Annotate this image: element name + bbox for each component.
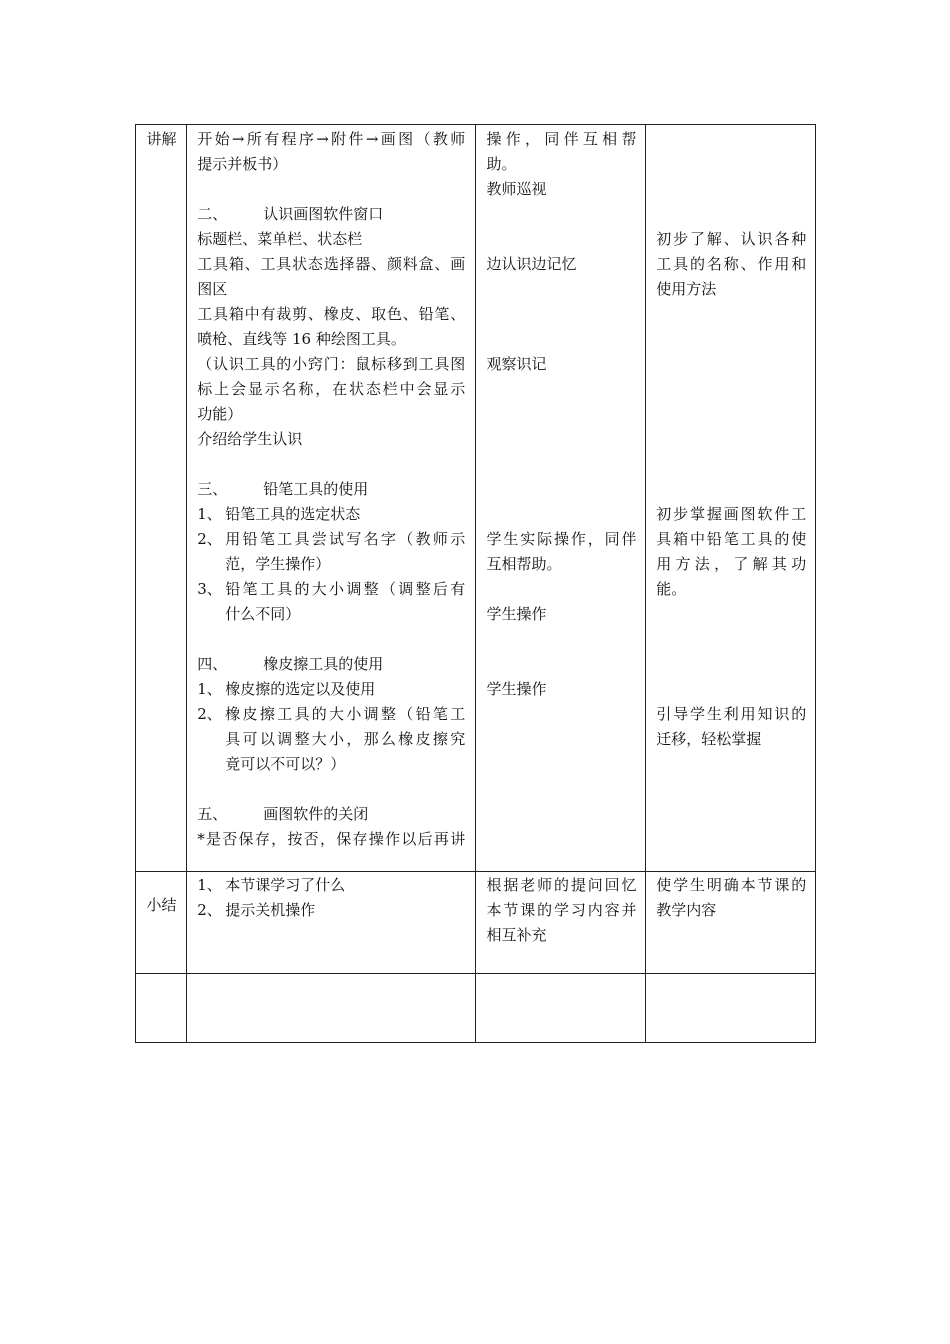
content-line: （认识工具的小窍门：鼠标移到工具图: [197, 355, 466, 373]
design-intent-cell-summary: [646, 872, 816, 974]
content-line: 标题栏、菜单栏、状态栏: [197, 230, 363, 248]
student-line: 学生实际操作，同伴: [486, 530, 637, 548]
intent-line: 用方法，了解其功: [656, 555, 807, 573]
section-title: 铅笔工具的使用: [263, 480, 369, 498]
list-item: 竟可以不可以？）: [225, 755, 346, 773]
content-line: 功能）: [197, 405, 243, 423]
lesson-plan-table: [135, 124, 816, 1043]
intent-line: 使学生明确本节课的: [656, 876, 807, 894]
empty-cell: [136, 974, 187, 1043]
intent-line: 引导学生利用知识的: [656, 705, 807, 723]
list-item: 范，学生操作）: [225, 555, 331, 573]
list-number: 1、: [197, 505, 222, 523]
list-number: 2、: [197, 530, 222, 548]
student-line: 观察识记: [486, 355, 547, 373]
content-cell-explain: [187, 125, 476, 872]
content-line: 提示并板书）: [197, 155, 288, 173]
student-line: 学生操作: [486, 605, 547, 623]
list-item: 提示关机操作: [225, 901, 316, 919]
list-number: 1、: [197, 680, 222, 698]
student-line: 根据老师的提问回忆: [486, 876, 637, 894]
list-item: 用铅笔工具尝试写名字（教师示: [225, 530, 466, 548]
content-cell-summary: [187, 872, 476, 974]
student-line: 操作，同伴互相帮: [486, 130, 637, 148]
student-line: 边认识边记忆: [486, 255, 577, 273]
student-activity-cell-summary: [476, 872, 646, 974]
table-row-explain: [136, 125, 816, 872]
list-item: 橡皮擦工具的大小调整（铅笔工: [225, 705, 466, 723]
student-line: 教师巡视: [486, 180, 547, 198]
intent-line: 初步了解、认识各种: [656, 230, 807, 248]
list-number: 3、: [197, 580, 222, 598]
intent-line: 使用方法: [656, 280, 717, 298]
empty-cell: [646, 974, 816, 1043]
intent-line: 教学内容: [656, 901, 717, 919]
intent-line: 初步掌握画图软件工: [656, 505, 807, 523]
list-number: 2、: [197, 901, 222, 919]
stage-label: 讲解: [146, 130, 177, 148]
section-title: 认识画图软件窗口: [263, 205, 384, 223]
section-title: 橡皮擦工具的使用: [263, 655, 384, 673]
intent-line: 具箱中铅笔工具的使: [656, 530, 807, 548]
stage-cell-explain: [136, 125, 187, 872]
content-line: 图区: [197, 280, 228, 298]
list-item: 本节课学习了什么: [225, 876, 346, 894]
content-line: 工具箱中有裁剪、橡皮、取色、铅笔、: [197, 305, 466, 323]
list-number: 1、: [197, 876, 222, 894]
content-line: 喷枪、直线等 16 种绘图工具。: [197, 330, 406, 348]
list-item: 橡皮擦的选定以及使用: [225, 680, 376, 698]
section-number: 二、: [197, 205, 228, 223]
intent-line: 能。: [656, 580, 687, 598]
section-number: 三、: [197, 480, 228, 498]
stage-cell-summary: [136, 872, 187, 974]
section-number: 五、: [197, 805, 228, 823]
content-line: 开始→所有程序→附件→画图（教师: [197, 130, 466, 148]
list-item: 铅笔工具的选定状态: [225, 505, 361, 523]
design-intent-cell-explain: [646, 125, 816, 872]
stage-label: 小结: [146, 896, 177, 914]
student-line: 学生操作: [486, 680, 547, 698]
intent-line: 迁移，轻松掌握: [656, 730, 762, 748]
content-line: *是否保存，按否，保存操作以后再讲: [197, 830, 466, 848]
section-number: 四、: [197, 655, 228, 673]
student-line: 助。: [486, 155, 517, 173]
list-item: 什么不同）: [225, 605, 301, 623]
list-number: 2、: [197, 705, 222, 723]
content-line: 介绍给学生认识: [197, 430, 303, 448]
table-row-summary: [136, 872, 816, 974]
content-line: 标上会显示名称，在状态栏中会显示: [197, 380, 466, 398]
section-title: 画图软件的关闭: [263, 805, 369, 823]
student-line: 本节课的学习内容并: [486, 901, 637, 919]
table-row-empty: [136, 974, 816, 1043]
list-item: 铅笔工具的大小调整（调整后有: [225, 580, 466, 598]
empty-cell: [187, 974, 476, 1043]
intent-line: 工具的名称、作用和: [656, 255, 807, 273]
content-line: 工具箱、工具状态选择器、颜料盒、画: [197, 255, 466, 273]
student-activity-cell-explain: [476, 125, 646, 872]
student-line: 相互补充: [486, 926, 547, 944]
empty-cell: [476, 974, 646, 1043]
list-item: 具可以调整大小，那么橡皮擦究: [225, 730, 466, 748]
student-line: 互相帮助。: [486, 555, 562, 573]
